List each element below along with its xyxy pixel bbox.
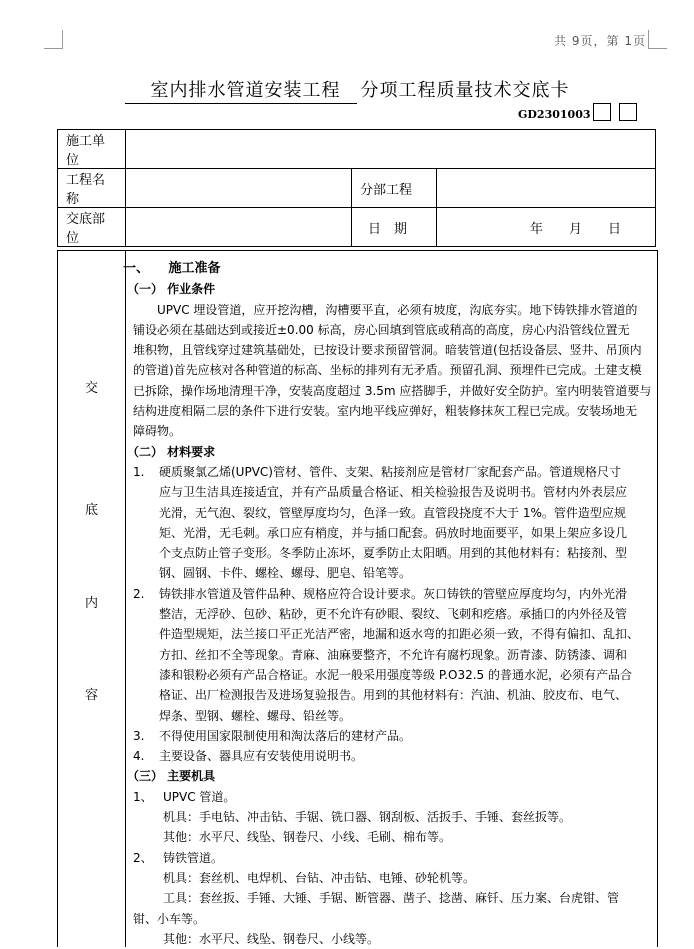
sub-project-field[interactable] bbox=[437, 169, 656, 208]
tool-line: 其他：水平尺、线坠、钢卷尺、小线等。 bbox=[163, 931, 380, 946]
paragraph-line: UPVC 埋设管道，应开挖沟槽，沟槽要平直，必须有坡度，沟底夯实。地下铸铁排水管道的 bbox=[157, 302, 638, 317]
list-item bbox=[133, 462, 653, 584]
item-line: 格证、出厂检测报告及进场复验报告。用到的其他材料有：汽油、机油、胶皮布、电气、 bbox=[159, 688, 628, 703]
side-label-char: 底 bbox=[84, 503, 98, 518]
project-name: 室内排水管道安装工程 bbox=[125, 76, 357, 104]
list-number: 1. bbox=[133, 464, 145, 479]
list-item bbox=[133, 746, 653, 766]
date-field[interactable]: 年 月 日 bbox=[437, 208, 656, 247]
list-number: 3. bbox=[133, 728, 145, 743]
project-name-field[interactable] bbox=[126, 169, 352, 208]
list-item bbox=[133, 584, 653, 726]
item-line: 方扣、丝扣不全等现象。青麻、油麻要整齐，不允许有腐朽现象。沥青漆、防锈漆、调和 bbox=[159, 647, 628, 662]
item-line: 漆和银粉必须有产品合格证。水泥一般采用强度等级 P.O32.5 的普通水泥，必须有产品合 bbox=[159, 667, 632, 682]
tool-line: 工具：套丝扳、手锤、大锤、手锯、断管器、凿子、捻凿、麻钎、压力案、台虎钳、管 bbox=[163, 891, 620, 906]
table-row bbox=[58, 130, 656, 169]
document-title bbox=[0, 76, 694, 104]
tool-group bbox=[133, 848, 653, 949]
list-number: 2、 bbox=[133, 850, 153, 865]
location-label: 交底部位 bbox=[58, 208, 126, 247]
tool-line: 钳、小车等。 bbox=[133, 911, 206, 926]
checkbox-1[interactable] bbox=[593, 103, 611, 121]
item-line: 主要设备、器具应有安装使用说明书。 bbox=[159, 749, 364, 764]
item-line: 件造型规矩，法兰接口平正光洁严密，地漏和返水弯的扣距必须一致，不得有偏扣、乱扣、 bbox=[159, 627, 640, 642]
title-suffix: 分项工程质量技术交底卡 bbox=[360, 80, 570, 101]
location-field[interactable] bbox=[126, 208, 352, 247]
tool-line: 其他：水平尺、线坠、钢卷尺、小线、毛刷、棉布等。 bbox=[163, 830, 452, 845]
content-body bbox=[123, 259, 653, 949]
item-line: 铸铁排水管道及管件品种、规格应符合设计要求。灰口铸铁的管壁应厚度均匀，内外光滑 bbox=[159, 586, 628, 601]
item-line: 矩、光滑，无毛刺。承口应有梢度，并与插口配套。码放时地面要平，如果上架应多设几 bbox=[159, 525, 628, 540]
item-line: 硬质聚氯乙烯(UPVC)管材、管件、支架、粘接剂应是管材厂家配套产品。管道规格尺寸 bbox=[159, 464, 621, 479]
list-number: 4. bbox=[133, 749, 145, 764]
item-line: 光滑，无气泡、裂纹，管壁厚度均匀，色泽一致。直管段挠度不大于 1%。管件造型应规 bbox=[159, 505, 626, 520]
tool-line: 机具：套丝机、电焊机、台钻、冲击钻、电锤、砂轮机等。 bbox=[163, 870, 476, 885]
side-label-char: 容 bbox=[84, 688, 98, 703]
list-number: 2. bbox=[133, 586, 145, 601]
tool-group-title: 铸铁管道。 bbox=[163, 850, 224, 865]
paragraph-line: 已拆除，操作场地清理干净，安装高度超过 3.5m 应搭脚手，并做好安全防护。室内明装管道要与 bbox=[133, 383, 652, 398]
checkbox-2[interactable] bbox=[619, 103, 637, 121]
paragraph-line: 障碍物。 bbox=[133, 424, 182, 439]
subsection-heading: （一） 作业条件 bbox=[127, 282, 216, 297]
paragraph-line: 结构进度相隔二层的条件下进行安装。室内地平线应弹好，粗装修抹灰工程已完成。安装场地无 bbox=[133, 404, 638, 419]
tool-group bbox=[133, 787, 653, 848]
item-line: 钢、圆钢、卡件、螺栓、螺母、肥皂、铅笔等。 bbox=[159, 566, 412, 581]
side-label-char: 交 bbox=[84, 381, 98, 396]
section-heading: 一、 施工准备 bbox=[123, 261, 221, 276]
content-cell bbox=[57, 250, 658, 947]
item-line: 不得使用国家限制使用和淘汰落后的建材产品。 bbox=[159, 728, 412, 743]
item-line: 应与卫生洁具连接适宜，并有产品质量合格证、相关检验报告及说明书。管材内外表层应 bbox=[159, 485, 628, 500]
construction-unit-label: 施工单位 bbox=[58, 130, 126, 169]
sub-project-label: 分部工程 bbox=[352, 169, 437, 208]
list-item bbox=[133, 726, 653, 746]
list-number: 1、 bbox=[133, 789, 153, 804]
subsection-heading: （三） 主要机具 bbox=[127, 769, 216, 784]
header-table bbox=[57, 129, 656, 247]
tool-line: 机具：手电钻、冲击钻、手锯、铣口器、钢刮板、活扳手、手锤、套丝扳等。 bbox=[163, 810, 572, 825]
paragraph-line: 铺设必须在基础达到或接近±0.00 标高，房心回填到管底或稍高的高度，房心内沿管线位置无 bbox=[133, 322, 630, 337]
project-name-label: 工程名称 bbox=[58, 169, 126, 208]
tool-group-title: UPVC 管道。 bbox=[163, 789, 236, 804]
side-label-char: 内 bbox=[84, 596, 98, 611]
construction-unit-field[interactable] bbox=[126, 130, 656, 169]
subsection-heading: （二） 材料要求 bbox=[127, 444, 216, 459]
item-line: 焊条、型钢、螺栓、螺母、铅丝等。 bbox=[159, 708, 352, 723]
item-line: 整洁，无浮砂、包砂、粘砂，更不允许有砂眼、裂纹、飞刺和疙瘩。承插口的内外径及管 bbox=[159, 607, 628, 622]
side-label-column bbox=[58, 251, 126, 947]
table-row bbox=[58, 169, 656, 208]
paragraph-line: 堆积物，且管线穿过建筑基础处，已按设计要求预留管洞。暗装管道(包括设备层、竖井、吊顶内 bbox=[133, 343, 642, 358]
paragraph-line: 的管道)首先应核对各种管道的标高、坐标的排列有无矛盾。预留孔洞、预埋件已完成。土建支模 bbox=[133, 363, 642, 378]
crop-mark-top-left bbox=[44, 30, 63, 49]
page-number: 共 9页，第 1页 bbox=[554, 34, 646, 48]
form-code: GD2301003 bbox=[518, 108, 591, 121]
table-row bbox=[58, 208, 656, 247]
date-label: 日 期 bbox=[352, 208, 437, 247]
item-line: 个支点防止管子变形。冬季防止冻坏，夏季防止太阳晒。用到的其他材料有：粘接剂、型 bbox=[159, 546, 628, 561]
crop-mark-top-right bbox=[648, 30, 667, 49]
